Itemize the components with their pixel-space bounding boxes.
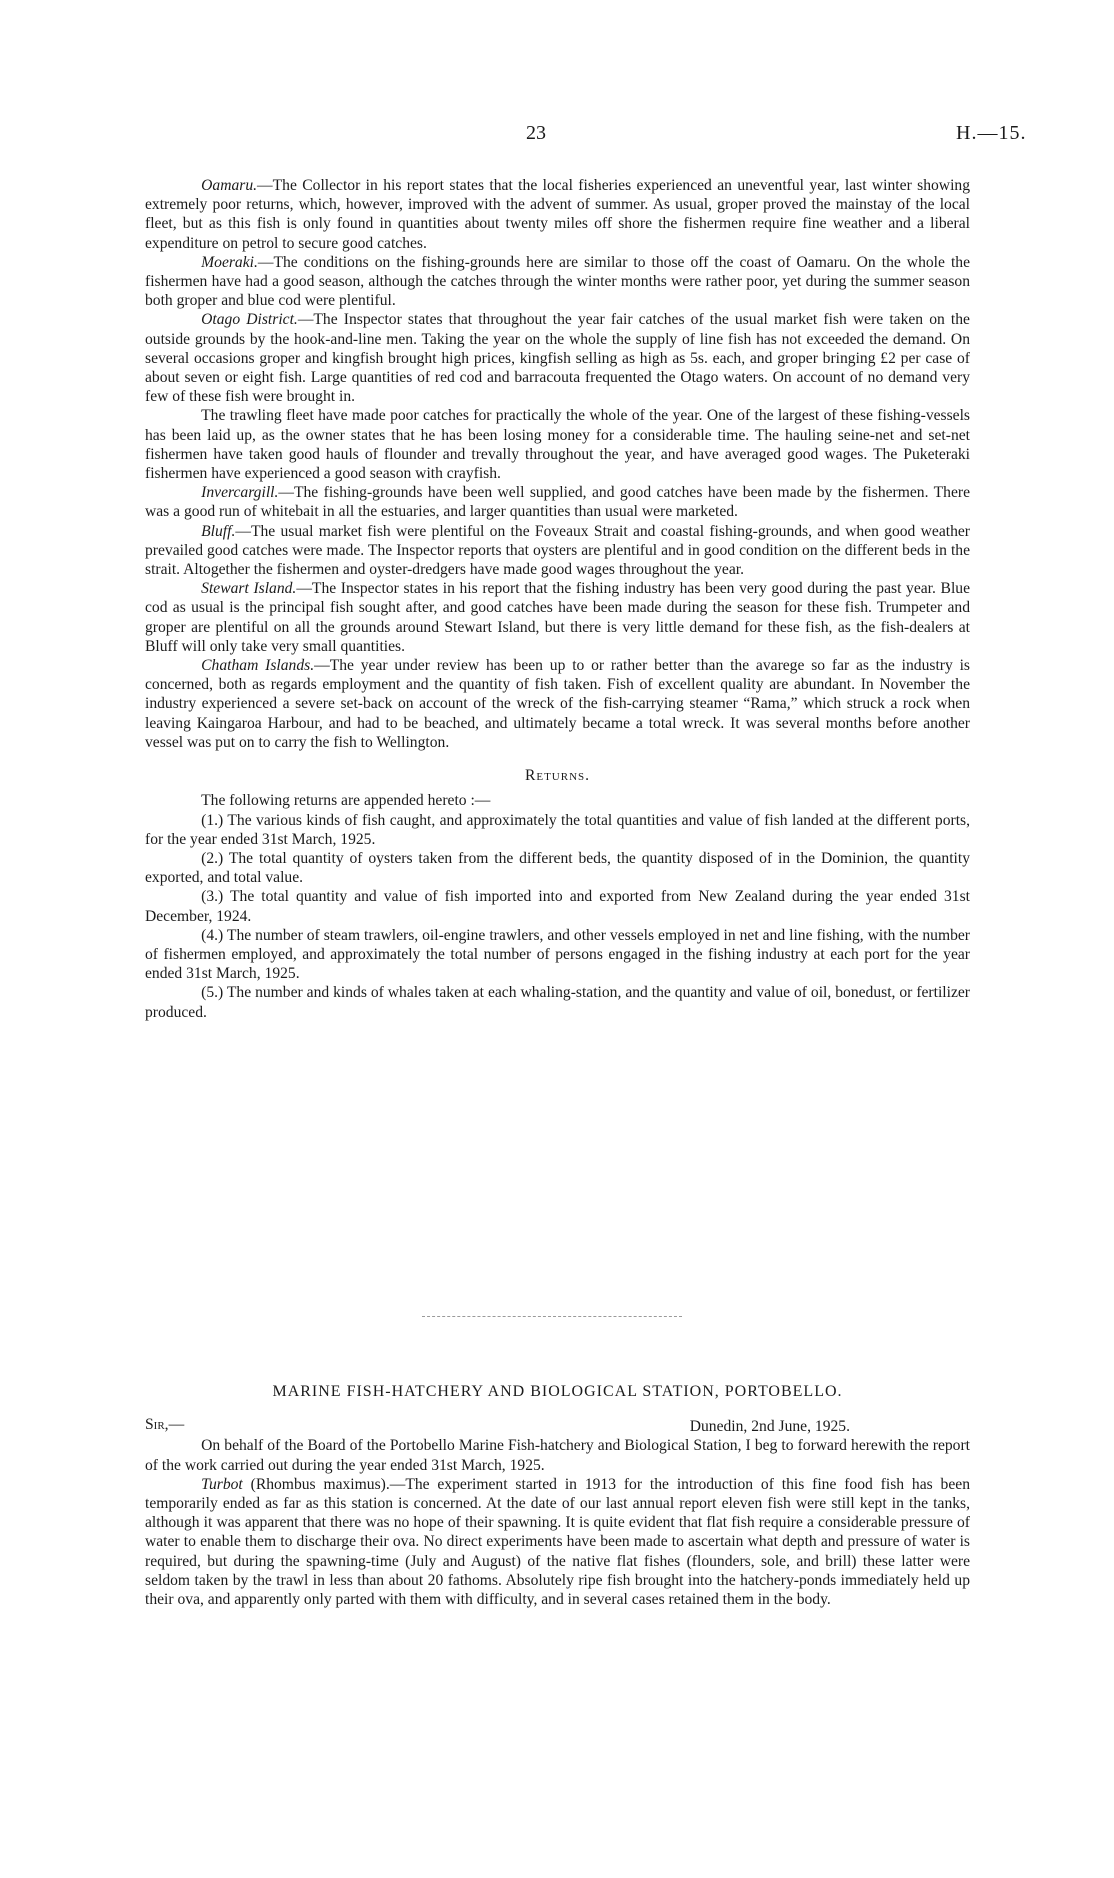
returns-intro: The following returns are appended hereto :— <box>201 792 491 810</box>
paragraph-turbot <box>145 1475 970 1609</box>
paragraph-text: —The conditions on the fishing-grounds here are similar to those off the coast of Oamaru. On the whole the fishermen have had a good season, although the catches through the winter months were rather poor, yet during the summer season both groper and blue cod were plentiful. <box>145 253 970 310</box>
page-number: 23 <box>526 122 546 144</box>
subhead-otago: Otago District. <box>201 311 298 329</box>
paragraph-text: (Rhombus maximus).—The experiment started in 1913 for the introduction of this fine food fish has been temporarily ended as far as this station is concerned. At the date of our last annual report eleven fish were still kept in the tanks, although it was apparent that there was no hope of their spawning. It is quite evident that flat fish require a considerable pressure of water to enable them to discharge their ova. No direct experiments have been made to ascertain what depth and pressure of water is required, but during the spawning-time (July and August) of the native flat fishes (flounders, sole, and brill) these latter were seldom taken by the trawl in less than about 20 fathoms. Absolutely ripe fish brought into the hatchery-ponds immediately held up their ova, and apparently only parted with them with difficulty, and in several cases retained them in the body. <box>145 1475 970 1609</box>
salutation: Sir,— <box>145 1416 185 1434</box>
paragraph-text: —The usual market fish were plentiful on the Foveaux Strait and coastal fishing-grounds, and when good weather prevailed good catches were made. The Inspector reports that oysters are plentiful and in good condition on the different beds in the strait. Altogether the fishermen and oyster-dredgers have made good wages throughout the year. <box>145 522 970 579</box>
paragraph-moeraki <box>145 253 970 311</box>
salutation-line <box>145 1415 970 1436</box>
returns-item: (5.) The number and kinds of whales taken at each whaling-station, and the quantity and value of oil, bonedust, or fertilizer produced. <box>145 984 970 1021</box>
paragraph-trawling <box>145 406 970 483</box>
paragraph-otago <box>145 310 970 406</box>
returns-item: (1.) The various kinds of fish caught, and approximately the total quantities and value of fish landed at the different ports, for the year ended 31st March, 1925. <box>145 811 970 848</box>
returns-item: (4.) The number of steam trawlers, oil-engine trawlers, and other vessels employed in net and line fishing, with the number of fishermen employed, and approximately the total number of persons engaged in the fishing industry at each port for the year ended 31st March, 1925. <box>145 926 970 983</box>
returns-heading: Returns. <box>524 767 591 785</box>
subhead-stewart-island: Stewart Island. <box>201 580 297 598</box>
paragraph-text: —The Collector in his report states that the local fisheries experienced an uneventful year, last winter showing extremely poor returns, which, however, improved with the advent of summer. As usual, groper proved the mainstay of the local fleet, but as this fish is only found in quantities about twenty miles off shore the fishermen require fine weather and a liberal expenditure on petrol to secure good catches. <box>145 177 970 252</box>
paragraph-text: The trawling fleet have made poor catches for practically the whole of the year. One of the largest of these fishing-vessels has been laid up, as the owner states that he has been losing money for a considerable time. The hauling seine-net and set-net fishermen have taken good hauls of flounder and trevally throughout the year, and have averaged good wages. The Puketeraki fishermen have experienced a good season with crayfish. <box>145 407 970 483</box>
section-divider <box>422 1316 682 1317</box>
subhead-turbot: Turbot <box>201 1475 243 1493</box>
paragraph-text: —The Inspector states in his report that the fishing industry has been very good during the past year. Blue cod as usual is the principal fish sought after, and good catches have been made during the season for these fish. Trumpeter and groper are plentiful on all the grounds around Stewart Island, but there is very little demand for these fish, as the fish-dealers at Bluff will only take very small quantities. <box>145 580 970 655</box>
report-body <box>145 176 970 1022</box>
paragraph-text: —The year under review has been up to or rather better than the avarege so far as the industry is concerned, both as regards employment and the quantity of fish taken. Fish of excellent quality are abundant. In November the industry experienced a severe set-back on account of the wreck of the fish-carrying steamer “Rama,” which struck a rock when leaving Kaingaroa Harbour, and had to be beached, and ultimately became a total wreck. It was several months before another vessel was put on to carry the fish to Wellington. <box>145 657 970 751</box>
subhead-bluff: Bluff. <box>201 522 236 540</box>
hatchery-report <box>145 1382 970 1609</box>
paragraph-text: —The fishing-grounds have been well supplied, and good catches have been made by the fishermen. There was a good run of whitebait in all the estuaries, and larger quantities than usual were marketed. <box>145 484 970 521</box>
opening-paragraph: On behalf of the Board of the Portobello Marine Fish-hatchery and Biological Station, I beg to forward herewith the report of the work carried out during the year ended 31st March, 1925. <box>145 1437 970 1474</box>
subhead-moeraki: Moeraki. <box>201 253 258 271</box>
page-header <box>0 122 1114 152</box>
subhead-invercargill: Invercargill. <box>201 484 279 502</box>
subhead-chatham-islands: Chatham Islands. <box>201 657 315 675</box>
returns-item: (2.) The total quantity of oysters taken from the different beds, the quantity disposed of in the Dominion, the quantity exported, and total value. <box>145 849 970 887</box>
paragraph-bluff <box>145 522 970 580</box>
returns-item: (3.) The total quantity and value of fish imported into and exported from New Zealand during the year ended 31st December, 1924. <box>145 888 970 925</box>
document-reference: H.—15. <box>956 122 1027 144</box>
subhead-oamaru: Oamaru. <box>201 177 258 194</box>
paragraph-oamaru <box>145 176 970 253</box>
paragraph-chatham-islands <box>145 656 970 752</box>
paragraph-invercargill <box>145 483 970 521</box>
paragraph-stewart-island <box>145 579 970 656</box>
section-title: MARINE FISH-HATCHERY AND BIOLOGICAL STATION, PORTOBELLO. <box>272 1383 843 1400</box>
dateline: Dunedin, 2nd June, 1925. <box>689 1418 850 1436</box>
paragraph-text: —The Inspector states that throughout the year fair catches of the usual market fish were taken on the outside grounds by the hook-and-line men. Taking the year on the whole the supply of line fish has not exceeded the demand. On several occasions groper and kingfish brought high prices, kingfish selling as high as 5s. each, and groper bringing £2 per case of about seven or eight fish. Large quantities of red cod and barracouta frequented the Otago waters. On account of no demand very few of these fish were brought in. <box>145 311 970 406</box>
